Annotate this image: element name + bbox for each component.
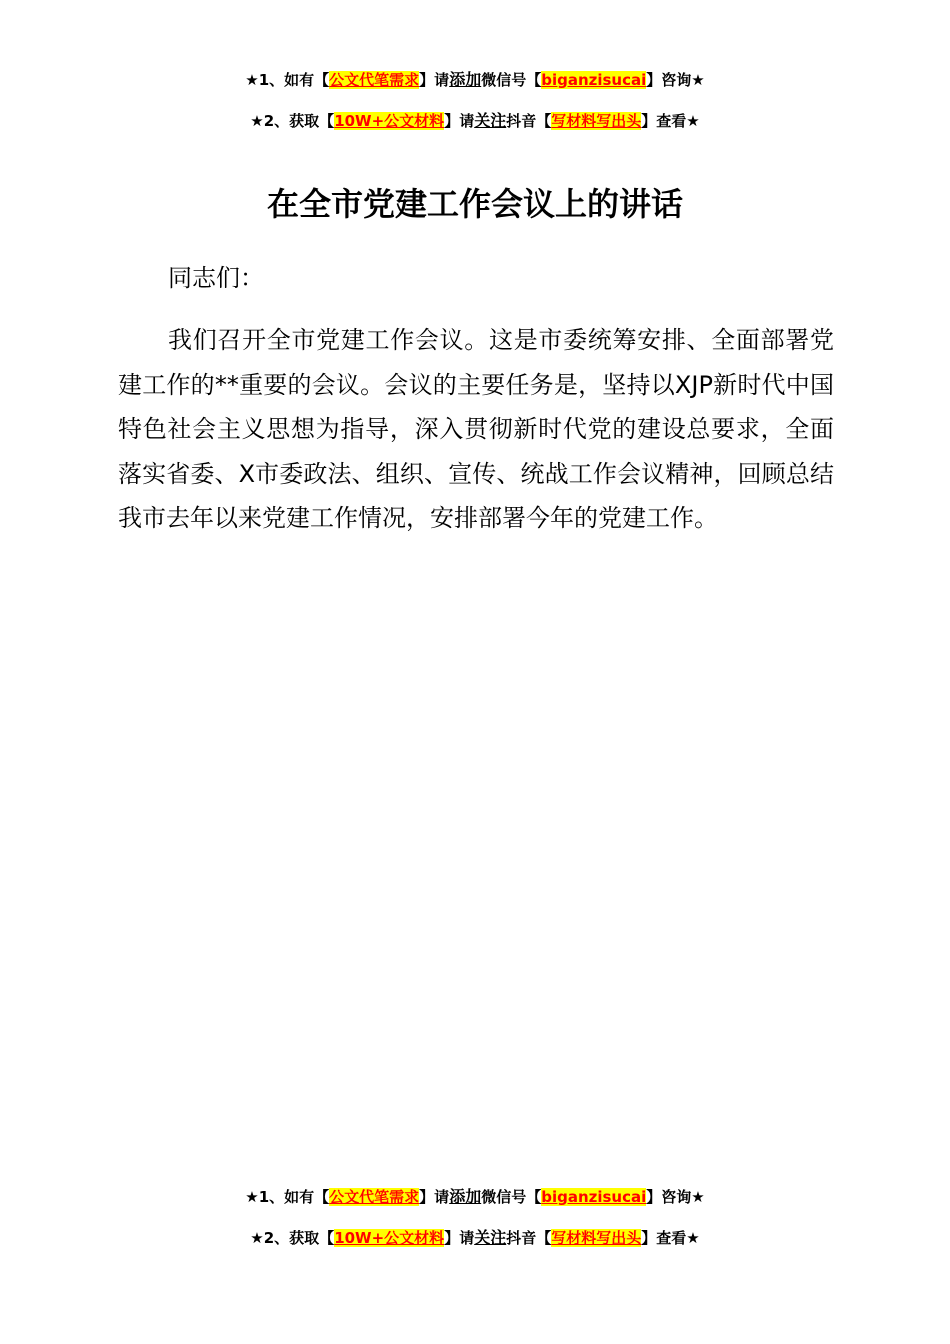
salutation: 同志们：: [168, 264, 264, 292]
ad-emphasis: 关注: [474, 111, 507, 130]
ad-highlight-douyin-account: 写材料写出头: [551, 1229, 642, 1247]
ad-highlight-service: 公文代笔需求: [329, 1188, 420, 1206]
ad-text: 微信号【: [481, 1188, 542, 1206]
ad-text: 抖音【: [506, 1229, 552, 1247]
ad-text: 】查看★: [641, 112, 700, 130]
ad-text: 】咨询★: [646, 71, 705, 89]
ad-emphasis: 关注: [474, 1228, 507, 1247]
ad-text: 】请: [419, 1188, 450, 1206]
ad-highlight-materials: 10W+公文材料: [334, 112, 445, 130]
body-paragraph: 我们召开全市党建工作会议。这是市委统筹安排、全面部署党建工作的**重要的会议。会议的主要任务是，坚持以XJP新时代中国特色社会主义思想为指导，深入贯彻新时代党的建设总要求，全面落实省委、X市委政法、组织、宣传、统战工作会议精神，回顾总结我市去年以来党建工作情况，安排部署今年的党建工作。: [118, 326, 834, 533]
ad-text: 】查看★: [641, 1229, 700, 1247]
ad-text: ★2、获取【: [250, 112, 335, 130]
ad-highlight-wechat-id: biganzisucai: [541, 1188, 647, 1206]
ad-emphasis: 添加: [449, 1187, 482, 1206]
ad-text: 抖音【: [506, 112, 552, 130]
ad-text: ★1、如有【: [245, 71, 330, 89]
header-ad-line-2: [0, 111, 950, 131]
footer-ad-line-1: [0, 1187, 950, 1207]
ad-highlight-materials: 10W+公文材料: [334, 1229, 445, 1247]
ad-emphasis: 添加: [449, 70, 482, 89]
ad-text: 】请: [419, 71, 450, 89]
ad-highlight-douyin-account: 写材料写出头: [551, 112, 642, 130]
ad-text: ★2、获取【: [250, 1229, 335, 1247]
ad-highlight-service: 公文代笔需求: [329, 71, 420, 89]
footer-ad-line-2: [0, 1228, 950, 1248]
ad-text: 】咨询★: [646, 1188, 705, 1206]
header-ad-line-1: [0, 70, 950, 90]
ad-text: 】请: [444, 1229, 475, 1247]
ad-text: 微信号【: [481, 71, 542, 89]
ad-highlight-wechat-id: biganzisucai: [541, 71, 647, 89]
ad-text: 】请: [444, 112, 475, 130]
document-title: 在全市党建工作会议上的讲话: [266, 185, 683, 223]
ad-text: ★1、如有【: [245, 1188, 330, 1206]
